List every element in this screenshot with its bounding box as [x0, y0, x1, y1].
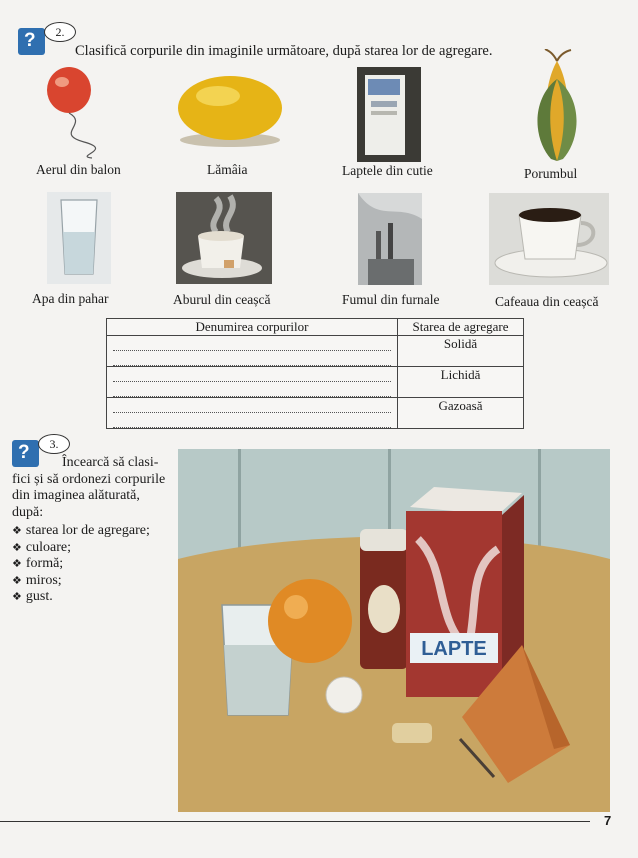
list-item: ❖ starea lor de agregare;	[12, 523, 150, 538]
corn-image	[527, 49, 591, 167]
lemon-image	[174, 70, 286, 150]
state-liquid: Lichidă	[398, 367, 524, 398]
entry-cell-gas[interactable]	[107, 398, 398, 429]
caption-milk: Laptele din cutie	[342, 163, 433, 178]
state-gas: Gazoasă	[398, 398, 524, 429]
carton-label: LAPTE	[421, 638, 487, 660]
caption-water: Apa din pahar	[32, 291, 109, 306]
exercise-2-instruction: Clasifică corpurile din imaginile următoare, după starea lor de agregare.	[75, 43, 493, 59]
exercise-number: 3.	[38, 434, 70, 454]
list-item: ❖ miros;	[12, 572, 62, 588]
exercise-3-line: din imaginea alăturată,	[12, 488, 140, 503]
page-number: 7	[604, 813, 612, 828]
footer-divider	[0, 821, 590, 822]
list-item: ❖ gust.	[12, 589, 53, 604]
list-item: ❖ formă;	[12, 556, 64, 571]
criteria-list	[12, 523, 170, 606]
steaming-cup-image	[176, 192, 272, 284]
entry-cell-solid[interactable]	[107, 336, 398, 367]
list-item: ❖ culoare;	[12, 539, 71, 555]
caption-smoke: Fumul din furnale	[342, 292, 440, 307]
exercise-3-line: fici și să ordonezi corpurile	[12, 471, 166, 487]
header-name: Denumirea corpurilor	[107, 319, 398, 336]
balloon-image	[44, 62, 104, 162]
caption-balloon: Aerul din balon	[36, 162, 121, 177]
milk-carton-image	[357, 67, 421, 162]
coffee-cup-image	[489, 193, 609, 285]
header-state: Starea de agregare	[398, 319, 524, 336]
caption-coffee: Cafeaua din ceașcă	[495, 294, 599, 309]
exercise-3-text	[12, 455, 170, 606]
entry-cell-liquid[interactable]	[107, 367, 398, 398]
caption-lemon: Lămâia	[207, 162, 248, 177]
exercise-3-line: Încearcă să clasi-	[62, 455, 159, 470]
caption-corn: Porumbul	[524, 166, 578, 181]
state-solid: Solidă	[398, 336, 524, 367]
objects-photo	[178, 449, 610, 812]
classification-table	[106, 318, 524, 429]
water-glass-image	[47, 192, 111, 284]
caption-steam: Aburul din ceașcă	[173, 292, 271, 307]
exercise-number: 2.	[44, 22, 76, 42]
exercise-3-line: după:	[12, 504, 44, 520]
furnace-smoke-image	[358, 193, 422, 285]
